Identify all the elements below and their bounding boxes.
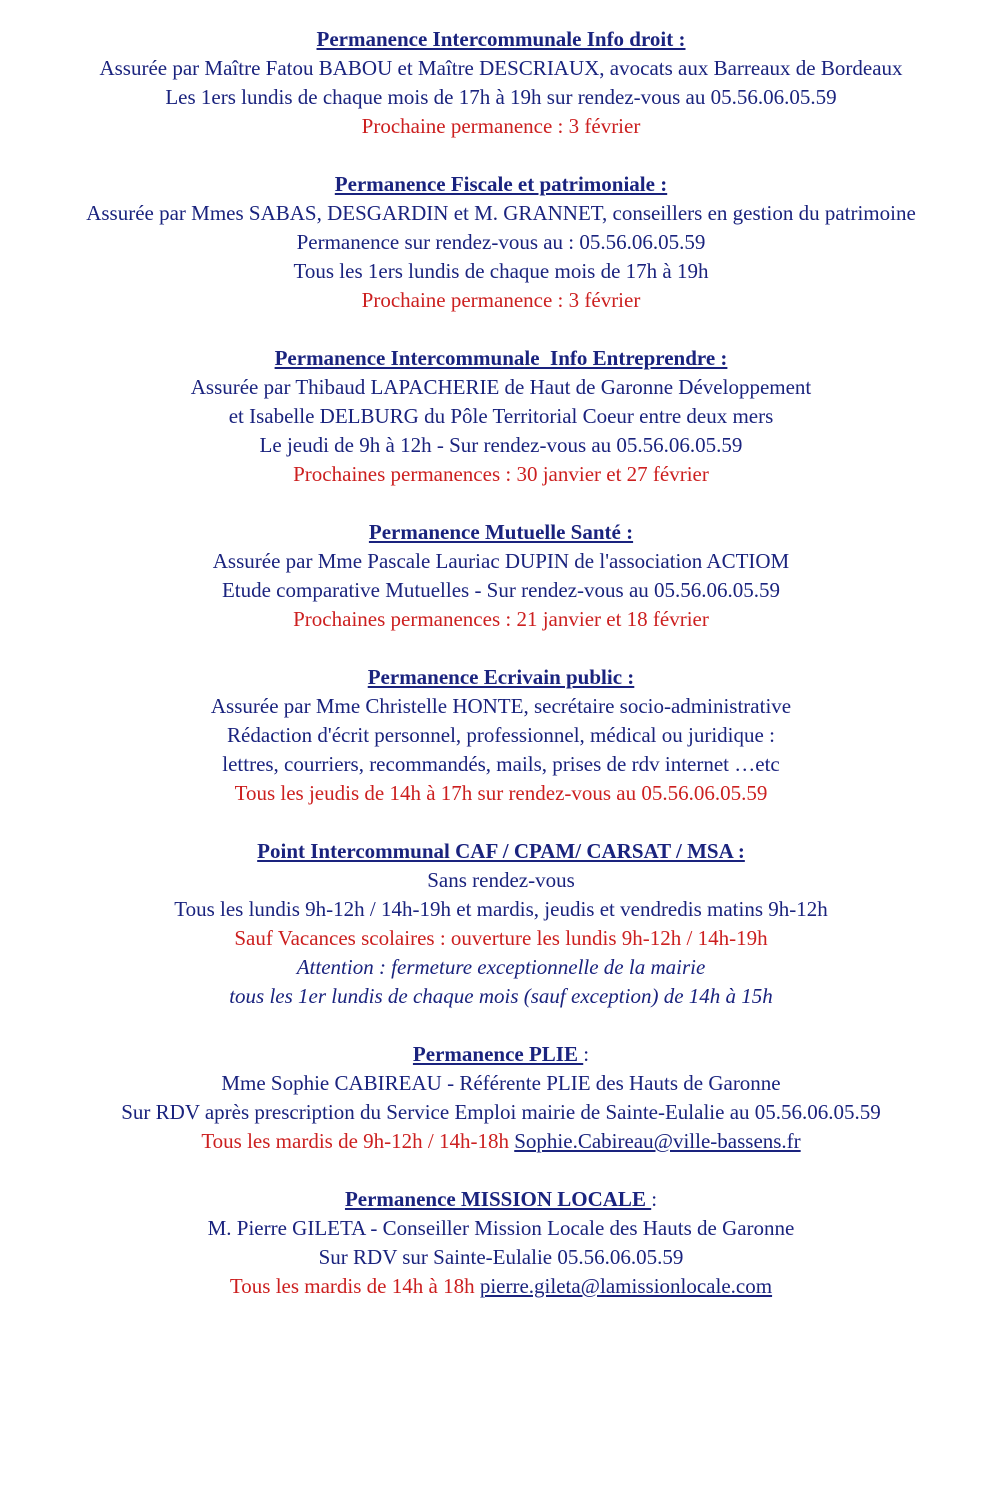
schedule-text: Tous les mardis de 14h à 18h bbox=[229, 1274, 480, 1298]
section-plie bbox=[0, 1040, 1002, 1156]
email-link[interactable]: pierre.gileta@lamissionlocale.com bbox=[479, 1274, 773, 1298]
section-title-row bbox=[0, 1040, 1002, 1069]
schedule-line: Etude comparative Mutuelles - Sur rendez-vous au 05.56.06.05.59 bbox=[221, 578, 781, 602]
section-fiscale bbox=[0, 170, 1002, 315]
title-colon: : bbox=[583, 1042, 590, 1066]
appointment-line: Sur RDV sur Sainte-Eulalie 05.56.06.05.59 bbox=[318, 1245, 684, 1269]
schedule-text: Tous les mardis de 9h-12h / 14h-18h bbox=[201, 1129, 515, 1153]
section-ecrivain bbox=[0, 663, 1002, 808]
closure-notice: Attention : fermeture exceptionnelle de la mairie bbox=[296, 955, 706, 979]
section-title: Permanence Ecrivain public : bbox=[367, 665, 635, 689]
schedule-row bbox=[0, 1272, 1002, 1301]
section-entreprendre bbox=[0, 344, 1002, 489]
providers-line: Mme Sophie CABIREAU - Référente PLIE des Hauts de Garonne bbox=[221, 1071, 781, 1095]
next-session-line: Prochaines permanences : 30 janvier et 27 février bbox=[293, 462, 709, 486]
section-caf bbox=[0, 837, 1002, 1011]
email-link[interactable]: Sophie.Cabireau@ville-bassens.fr bbox=[514, 1129, 801, 1153]
appointment-line: Sur RDV après prescription du Service Emploi mairie de Sainte-Eulalie au 05.56.06.05.59 bbox=[121, 1100, 881, 1124]
providers-line-2: et Isabelle DELBURG du Pôle Territorial Coeur entre deux mers bbox=[228, 404, 774, 428]
document-page bbox=[0, 25, 1002, 1330]
next-session-line: Prochaines permanences : 21 janvier et 18 février bbox=[293, 607, 709, 631]
schedule-line: Tous les jeudis de 14h à 17h sur rendez-vous au 05.56.06.05.59 bbox=[234, 781, 768, 805]
schedule-line: Tous les lundis 9h-12h / 14h-19h et mardis, jeudis et vendredis matins 9h-12h bbox=[174, 897, 828, 921]
providers-line: Assurée par Maître Fatou BABOU et Maître DESCRIAUX, avocats aux Barreaux de Bordeaux bbox=[99, 56, 903, 80]
description-line-2: lettres, courriers, recommandés, mails, prises de rdv internet …etc bbox=[222, 752, 780, 776]
appointment-line: Permanence sur rendez-vous au : 05.56.06.05.59 bbox=[296, 230, 706, 254]
providers-line: Assurée par Mme Pascale Lauriac DUPIN de l'association ACTIOM bbox=[212, 549, 790, 573]
section-title: Permanence Intercommunale Info droit : bbox=[316, 27, 686, 51]
next-session-line: Prochaine permanence : 3 février bbox=[361, 288, 641, 312]
section-info-droit bbox=[0, 25, 1002, 141]
section-title-row bbox=[0, 1185, 1002, 1214]
section-title: Permanence Intercommunale Info Entreprendre : bbox=[274, 346, 728, 370]
holiday-line: Sauf Vacances scolaires : ouverture les lundis 9h-12h / 14h-19h bbox=[234, 926, 768, 950]
next-session-line: Prochaine permanence : 3 février bbox=[361, 114, 641, 138]
description-line: Rédaction d'écrit personnel, professionnel, médical ou juridique : bbox=[227, 723, 775, 747]
providers-line: Assurée par Thibaud LAPACHERIE de Haut de Garonne Développement bbox=[190, 375, 812, 399]
schedule-line: Le jeudi de 9h à 12h - Sur rendez-vous au 05.56.06.05.59 bbox=[259, 433, 743, 457]
closure-notice-2: tous les 1er lundis de chaque mois (sauf exception) de 14h à 15h bbox=[229, 984, 773, 1008]
providers-line: Assurée par Mme Christelle HONTE, secrétaire socio-administrative bbox=[210, 694, 792, 718]
schedule-row bbox=[0, 1127, 1002, 1156]
section-title: Permanence Fiscale et patrimoniale : bbox=[334, 172, 668, 196]
title-colon: : bbox=[651, 1187, 658, 1211]
section-title: Permanence PLIE bbox=[412, 1042, 584, 1066]
section-mutuelle bbox=[0, 518, 1002, 634]
providers-line: M. Pierre GILETA - Conseiller Mission Locale des Hauts de Garonne bbox=[207, 1216, 795, 1240]
section-mission-locale bbox=[0, 1185, 1002, 1301]
section-title: Point Intercommunal CAF / CPAM/ CARSAT / MSA : bbox=[257, 839, 745, 863]
schedule-line: Tous les 1ers lundis de chaque mois de 17h à 19h bbox=[293, 259, 709, 283]
schedule-line: Les 1ers lundis de chaque mois de 17h à 19h sur rendez-vous au 05.56.06.05.59 bbox=[165, 85, 837, 109]
section-title: Permanence MISSION LOCALE bbox=[344, 1187, 652, 1211]
appointment-line: Sans rendez-vous bbox=[427, 868, 575, 892]
section-title: Permanence Mutuelle Santé : bbox=[368, 520, 634, 544]
providers-line: Assurée par Mmes SABAS, DESGARDIN et M. GRANNET, conseillers en gestion du patrimoine bbox=[86, 201, 916, 225]
